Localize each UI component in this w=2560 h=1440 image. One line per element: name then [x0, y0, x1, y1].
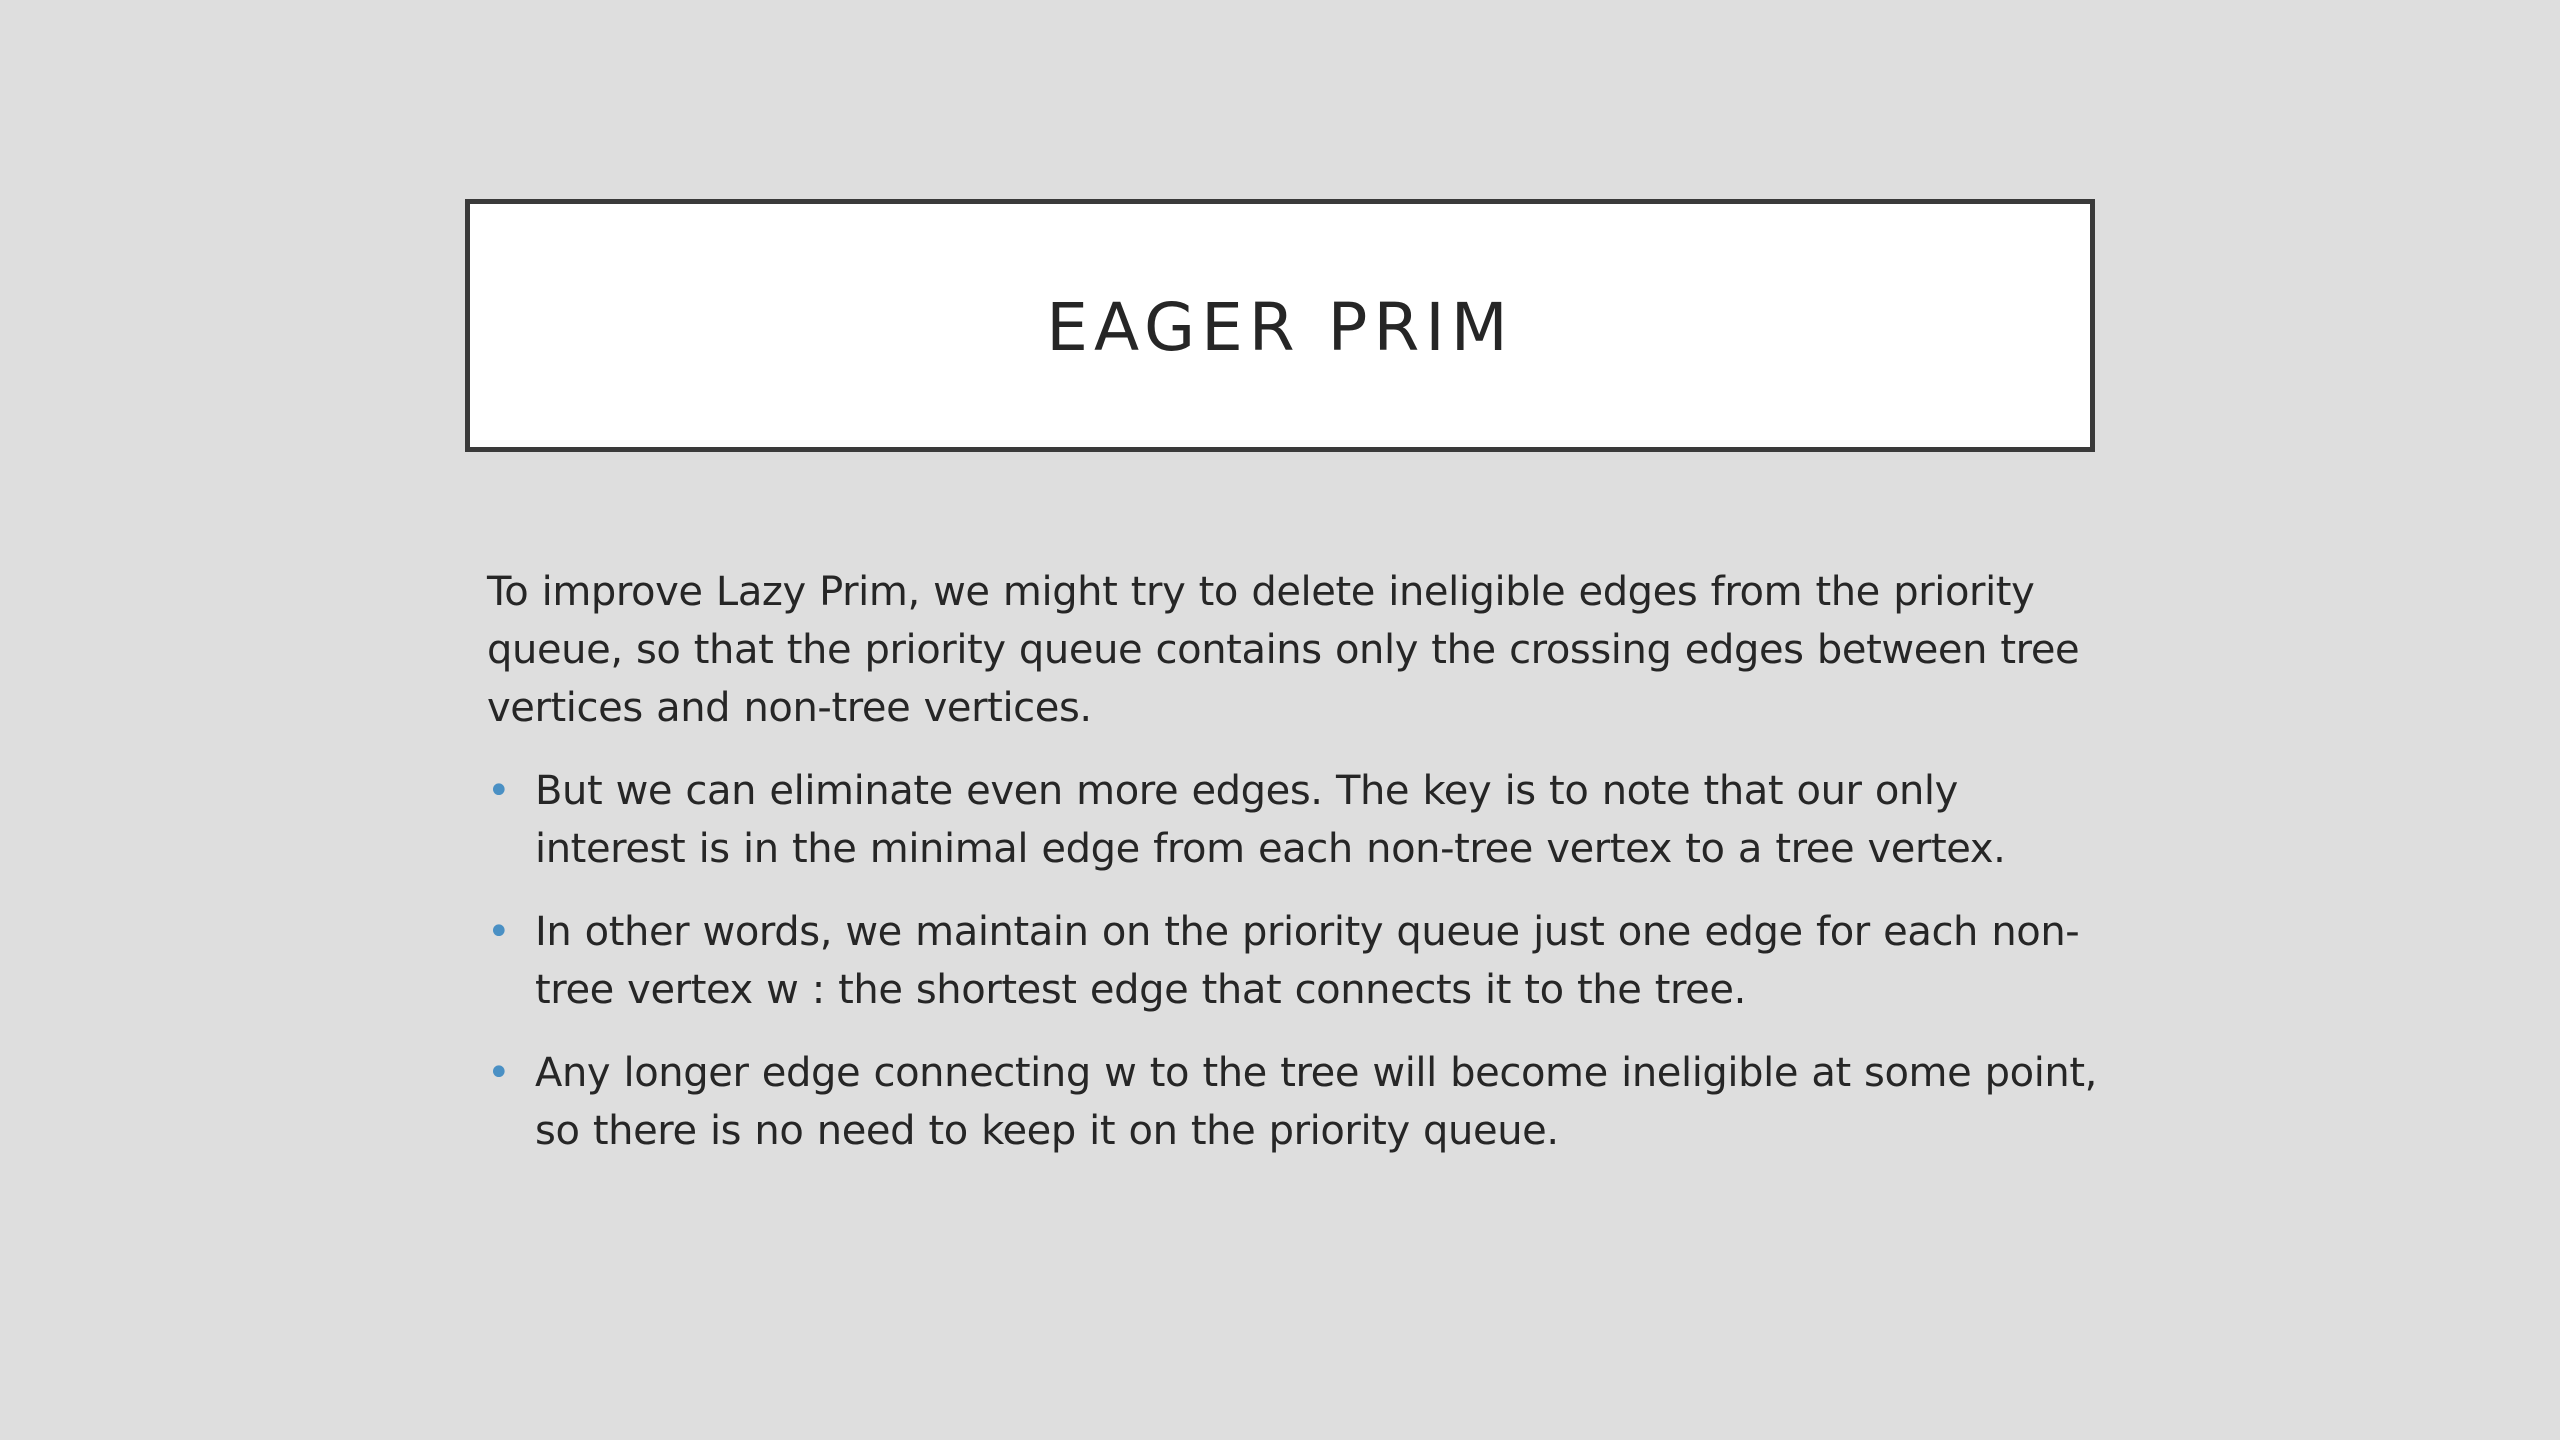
bullet-dot-icon: •: [487, 768, 511, 814]
bullet-dot-icon: •: [487, 1050, 511, 1096]
bullet-text: In other words, we maintain on the priority queue just one edge for each non-tree vertex w : the shortest edge that connects it to the tree.: [535, 909, 2080, 1013]
slide-title-box: [465, 199, 2095, 452]
intro-paragraph: To improve Lazy Prim, we might try to delete ineligible edges from the priority queue, so that the priority queue contains only the crossing edges between tree vertices and non-tree vertices.: [487, 569, 2080, 731]
bullet-item: [487, 762, 2107, 878]
bullet-list: [487, 762, 2107, 1160]
slide-body: [487, 563, 2107, 1185]
bullet-dot-icon: •: [487, 909, 511, 955]
bullet-item: [487, 1044, 2107, 1160]
bullet-text: But we can eliminate even more edges. The key is to note that our only interest is in the minimal edge from each non-tree vertex to a tree vertex.: [535, 768, 2006, 872]
slide-title: EAGER PRIM: [1046, 289, 1514, 366]
bullet-text: Any longer edge connecting w to the tree will become ineligible at some point, so there is no need to keep it on the priority queue.: [535, 1050, 2097, 1154]
bullet-item: [487, 903, 2107, 1019]
